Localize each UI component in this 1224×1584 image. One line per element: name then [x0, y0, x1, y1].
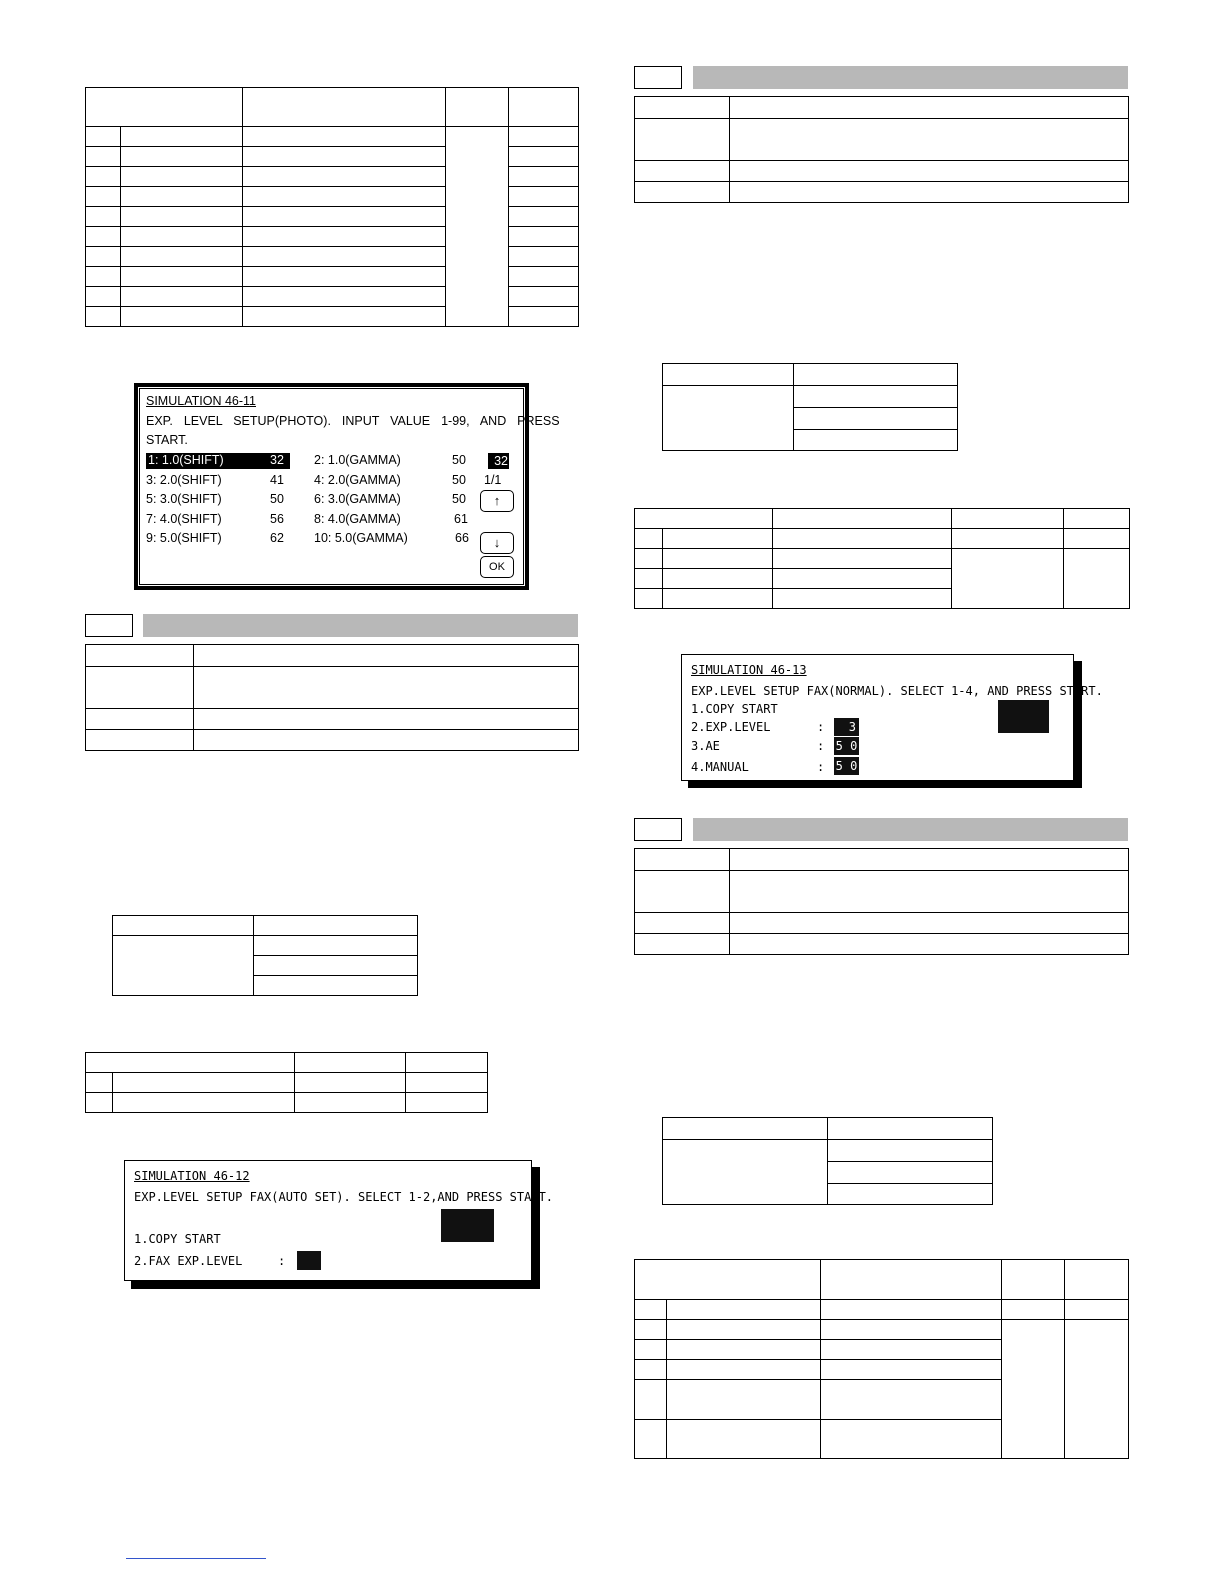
menu-item-ae[interactable]: 3.AE — [691, 739, 720, 753]
page-up-button[interactable] — [480, 490, 514, 512]
item-value-5: 50 — [270, 492, 284, 506]
ae-value[interactable]: 5 0 — [835, 739, 858, 753]
down-arrow-icon: ↓ — [493, 535, 501, 550]
item-value-2: 50 — [452, 453, 466, 467]
menu-item-copy-start[interactable]: 1.COPY START — [134, 1232, 221, 1246]
item-label-8[interactable]: 8: 4.0(GAMMA) — [314, 512, 401, 526]
up-arrow-icon: ↑ — [493, 493, 501, 508]
item-value-1: 32 — [270, 453, 284, 467]
item-label-4[interactable]: 4: 2.0(GAMMA) — [314, 473, 401, 487]
section-code-box-right-1 — [634, 66, 682, 89]
footer-link-underline[interactable] — [126, 1558, 266, 1559]
screen-instruction-line1: EXP. LEVEL SETUP(PHOTO). INPUT VALUE 1-99, AND PRESS — [146, 414, 560, 428]
small-table-right-1 — [662, 363, 958, 451]
colon-manual: : — [817, 760, 825, 774]
info-table-right-2 — [634, 848, 1129, 955]
simulation-46-13-screen — [681, 654, 1103, 781]
info-table-right-1 — [634, 96, 1129, 203]
item-label-3[interactable]: 3: 2.0(SHIFT) — [146, 473, 222, 487]
ok-label: OK — [489, 561, 505, 573]
item-value-4: 50 — [452, 473, 466, 487]
screen-title: SIMULATION 46-13 — [691, 663, 807, 677]
start-indicator-block — [441, 1209, 494, 1242]
medium-table-left — [85, 1052, 488, 1113]
item-value-6: 50 — [452, 492, 466, 506]
colon-exp-level: : — [817, 720, 825, 734]
item-label-5[interactable]: 5: 3.0(SHIFT) — [146, 492, 222, 506]
simulation-46-12-screen — [124, 1160, 554, 1281]
page-down-button[interactable] — [480, 532, 514, 554]
screen-instruction: EXP.LEVEL SETUP FAX(NORMAL). SELECT 1-4, AND PRESS START. — [691, 684, 1103, 698]
page-indicator: 1/1 — [484, 473, 502, 487]
colon-separator: : — [278, 1254, 286, 1268]
section-header-bar-right-2 — [693, 818, 1128, 841]
info-table-left — [85, 644, 579, 751]
item-label-2[interactable]: 2: 1.0(GAMMA) — [314, 453, 401, 467]
colon-ae: : — [817, 739, 825, 753]
item-value-3: 41 — [270, 473, 284, 487]
simulation-46-11-screen — [134, 383, 560, 590]
input-value-box[interactable] — [488, 453, 509, 469]
start-indicator-block — [998, 700, 1049, 733]
screen-title: SIMULATION 46-12 — [134, 1169, 250, 1183]
section-code-box-left — [85, 614, 133, 637]
screen-instruction: EXP.LEVEL SETUP FAX(AUTO SET). SELECT 1-2,AND PRESS START. — [134, 1190, 554, 1204]
item-label-9[interactable]: 9: 5.0(SHIFT) — [146, 531, 222, 545]
menu-item-manual[interactable]: 4.MANUAL — [691, 760, 749, 774]
medium-table-right — [634, 508, 1130, 609]
fax-exp-level-value-box[interactable] — [297, 1251, 321, 1270]
settings-table-top-left — [85, 87, 579, 327]
input-value: 32 — [494, 454, 508, 468]
section-code-box-right-2 — [634, 818, 682, 841]
item-label-6[interactable]: 6: 3.0(GAMMA) — [314, 492, 401, 506]
item-label-1: 1: 1.0(SHIFT) — [148, 453, 224, 467]
ok-button[interactable] — [480, 556, 514, 578]
item-value-8: 61 — [454, 512, 468, 526]
menu-item-fax-exp-level[interactable]: 2.FAX EXP.LEVEL — [134, 1254, 243, 1268]
menu-item-exp-level[interactable]: 2.EXP.LEVEL — [691, 720, 771, 734]
menu-item-copy-start[interactable]: 1.COPY START — [691, 702, 778, 716]
item-value-9: 62 — [270, 531, 284, 545]
small-table-right-2 — [662, 1117, 993, 1205]
settings-table-bottom-right — [634, 1259, 1129, 1459]
screen-title: SIMULATION 46-11 — [146, 394, 256, 408]
screen-instruction-line2: START. — [146, 433, 188, 447]
manual-value[interactable]: 5 0 — [835, 759, 858, 773]
exp-level-value[interactable]: 3 — [834, 718, 859, 736]
item-value-7: 56 — [270, 512, 284, 526]
small-table-left — [112, 915, 418, 996]
section-header-bar-right-1 — [693, 66, 1128, 89]
section-header-bar-left — [143, 614, 578, 637]
item-value-10: 66 — [455, 531, 469, 545]
item-label-7[interactable]: 7: 4.0(SHIFT) — [146, 512, 222, 526]
item-label-10[interactable]: 10: 5.0(GAMMA) — [314, 531, 408, 545]
